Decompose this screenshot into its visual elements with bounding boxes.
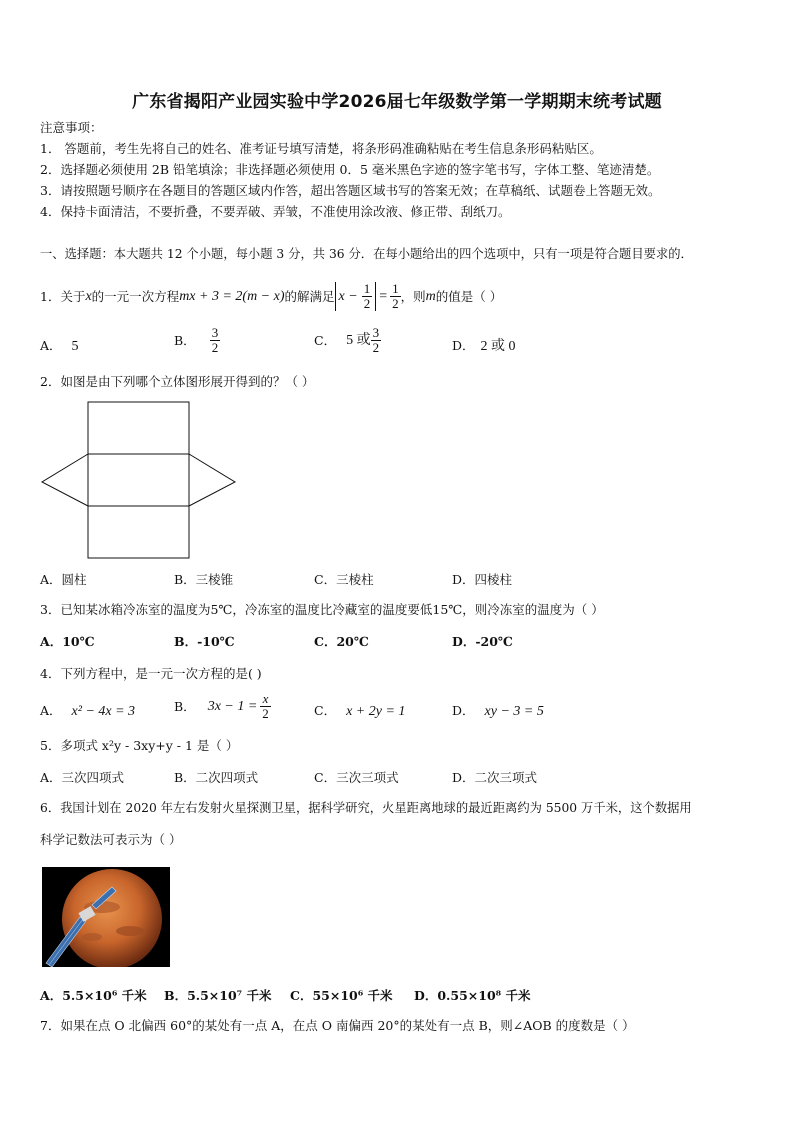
notice-heading: 注意事项：: [40, 120, 103, 135]
notice-item-2: 2．选择题必须使用 2B 铅笔填涂；非选择题必须使用 0．5 毫米黑色字迹的签字笔书写，字体工整、笔迹清楚。: [40, 162, 660, 177]
section-heading: 一、选择题：本大题共 12 个小题，每小题 3 分，共 36 分．在每小题给出的四个选项中，只有一项是符合题目要求的．: [40, 247, 693, 261]
prism-net-figure: [38, 400, 240, 562]
mars-probe-image: [42, 867, 170, 967]
q3-option-c: C．20℃: [314, 634, 369, 649]
notice-item-3: 3．请按照题号顺序在各题目的答题区域内作答，超出答题区域书写的答案无效；在草稿纸、试题卷上答题无效。: [40, 183, 661, 198]
q1-option-d: D． 2 或 0: [452, 338, 516, 354]
question-6-line-2: 科学记数法可表示为（ ）: [40, 832, 182, 847]
q1-abs-left: x −: [338, 289, 358, 304]
q1-prefix: 1．关于: [40, 288, 86, 304]
q2-option-c: C．三棱柱: [314, 572, 374, 587]
q1-var-m: m: [425, 288, 436, 304]
net-middle-rect: [88, 454, 189, 506]
q1-fraction-2: [390, 282, 401, 311]
q4-option-a: A． x² − 4x = 3: [40, 703, 136, 719]
q3-option-a: A．10℃: [40, 634, 95, 649]
q1-fraction-1: [362, 282, 373, 311]
q2-option-b: B．三棱锥: [174, 572, 234, 587]
q1-absolute-value: [335, 282, 377, 311]
q6-option-d: D．0.55×10⁸ 千米: [414, 988, 531, 1003]
q1-option-a: A． 5: [40, 338, 79, 354]
net-right-triangle: [189, 454, 235, 506]
mars-planet-illustration: [42, 867, 170, 967]
q6-option-c: C．55×10⁶ 千米: [290, 988, 393, 1003]
q1-frac2-num: 1: [392, 281, 399, 296]
q4-option-d: D． xy − 3 = 5: [452, 703, 544, 719]
question-1: [40, 282, 502, 311]
q1-mid3: ，则: [400, 288, 426, 304]
q1-option-b: B． $\frac{3}{2}$: [174, 325, 219, 355]
q5-option-b: B．二次四项式: [174, 770, 259, 785]
q6-option-b: B．5.5×10⁷ 千米: [164, 988, 272, 1003]
question-2: 2．如图是由下列哪个立体图形展开得到的？（ ）: [40, 374, 315, 389]
notice-item-1: 1． 答题前，考生先将自己的姓名、准考证号填写清楚，将条形码准确粘贴在考生信息条形码粘贴区。: [40, 141, 602, 156]
question-3: 3．已知某冰箱冷冻室的温度为5℃，冷冻室的温度比冷藏室的温度要低15℃，则冷冻室的温度为（ ）: [40, 602, 604, 617]
q1-var-x: x: [85, 288, 92, 304]
q1-equals: =: [379, 288, 388, 304]
q3-option-b: B．-10℃: [174, 634, 235, 649]
q1-mid1: 的一元一次方程: [91, 288, 180, 304]
q1-option-c: C． 5 或 $\frac{3}{2}$: [314, 325, 380, 355]
question-7: 7．如果在点 O 北偏西 60°的某处有一点 A，在点 O 南偏西 20°的某处有一点 B，则∠AOB 的度数是（ ）: [40, 1018, 635, 1033]
q2-option-d: D．四棱柱: [452, 572, 513, 587]
q5-option-c: C．三次三项式: [314, 770, 399, 785]
q4-option-b: B． 3x − 1 = $\frac{x}{2}$: [174, 691, 269, 721]
q5-option-d: D．二次三项式: [452, 770, 538, 785]
q1-frac1-den: 2: [363, 296, 371, 311]
question-5: 5．多项式 x²y - 3xy+y - 1 是（ ）: [40, 738, 239, 753]
q1-post: 的值是（ ）: [435, 288, 503, 304]
page-title: 广东省揭阳产业园实验中学2026届七年级数学第一学期期末统考试题: [132, 92, 662, 112]
q4-option-c: C． x + 2y = 1: [314, 703, 406, 719]
q1-frac2-den: 2: [392, 296, 399, 311]
q1-mid2: 的解满足: [284, 288, 335, 304]
net-left-triangle: [42, 454, 88, 506]
net-bottom-rect: [88, 506, 189, 558]
q1-frac1-num: 1: [363, 281, 371, 296]
q3-option-d: D．-20℃: [452, 634, 513, 649]
net-top-rect: [88, 402, 189, 454]
q1-equation: mx + 3 = 2(m − x): [179, 288, 285, 304]
question-6-line-1: 6．我国计划在 2020 年左右发射火星探测卫星，据科学研究，火星距离地球的最近距离约为 5500 万千米，这个数据用: [40, 801, 692, 815]
q6-option-a: A．5.5×10⁶ 千米: [40, 988, 147, 1003]
question-4: 4．下列方程中，是一元一次方程的是( ): [40, 666, 262, 681]
q5-option-a: A．三次四项式: [40, 770, 125, 785]
q2-option-a: A．圆柱: [40, 572, 87, 587]
notice-item-4: 4．保持卡面清洁，不要折叠，不要弄破、弄皱，不准使用涂改液、修正带、刮纸刀。: [40, 204, 511, 219]
